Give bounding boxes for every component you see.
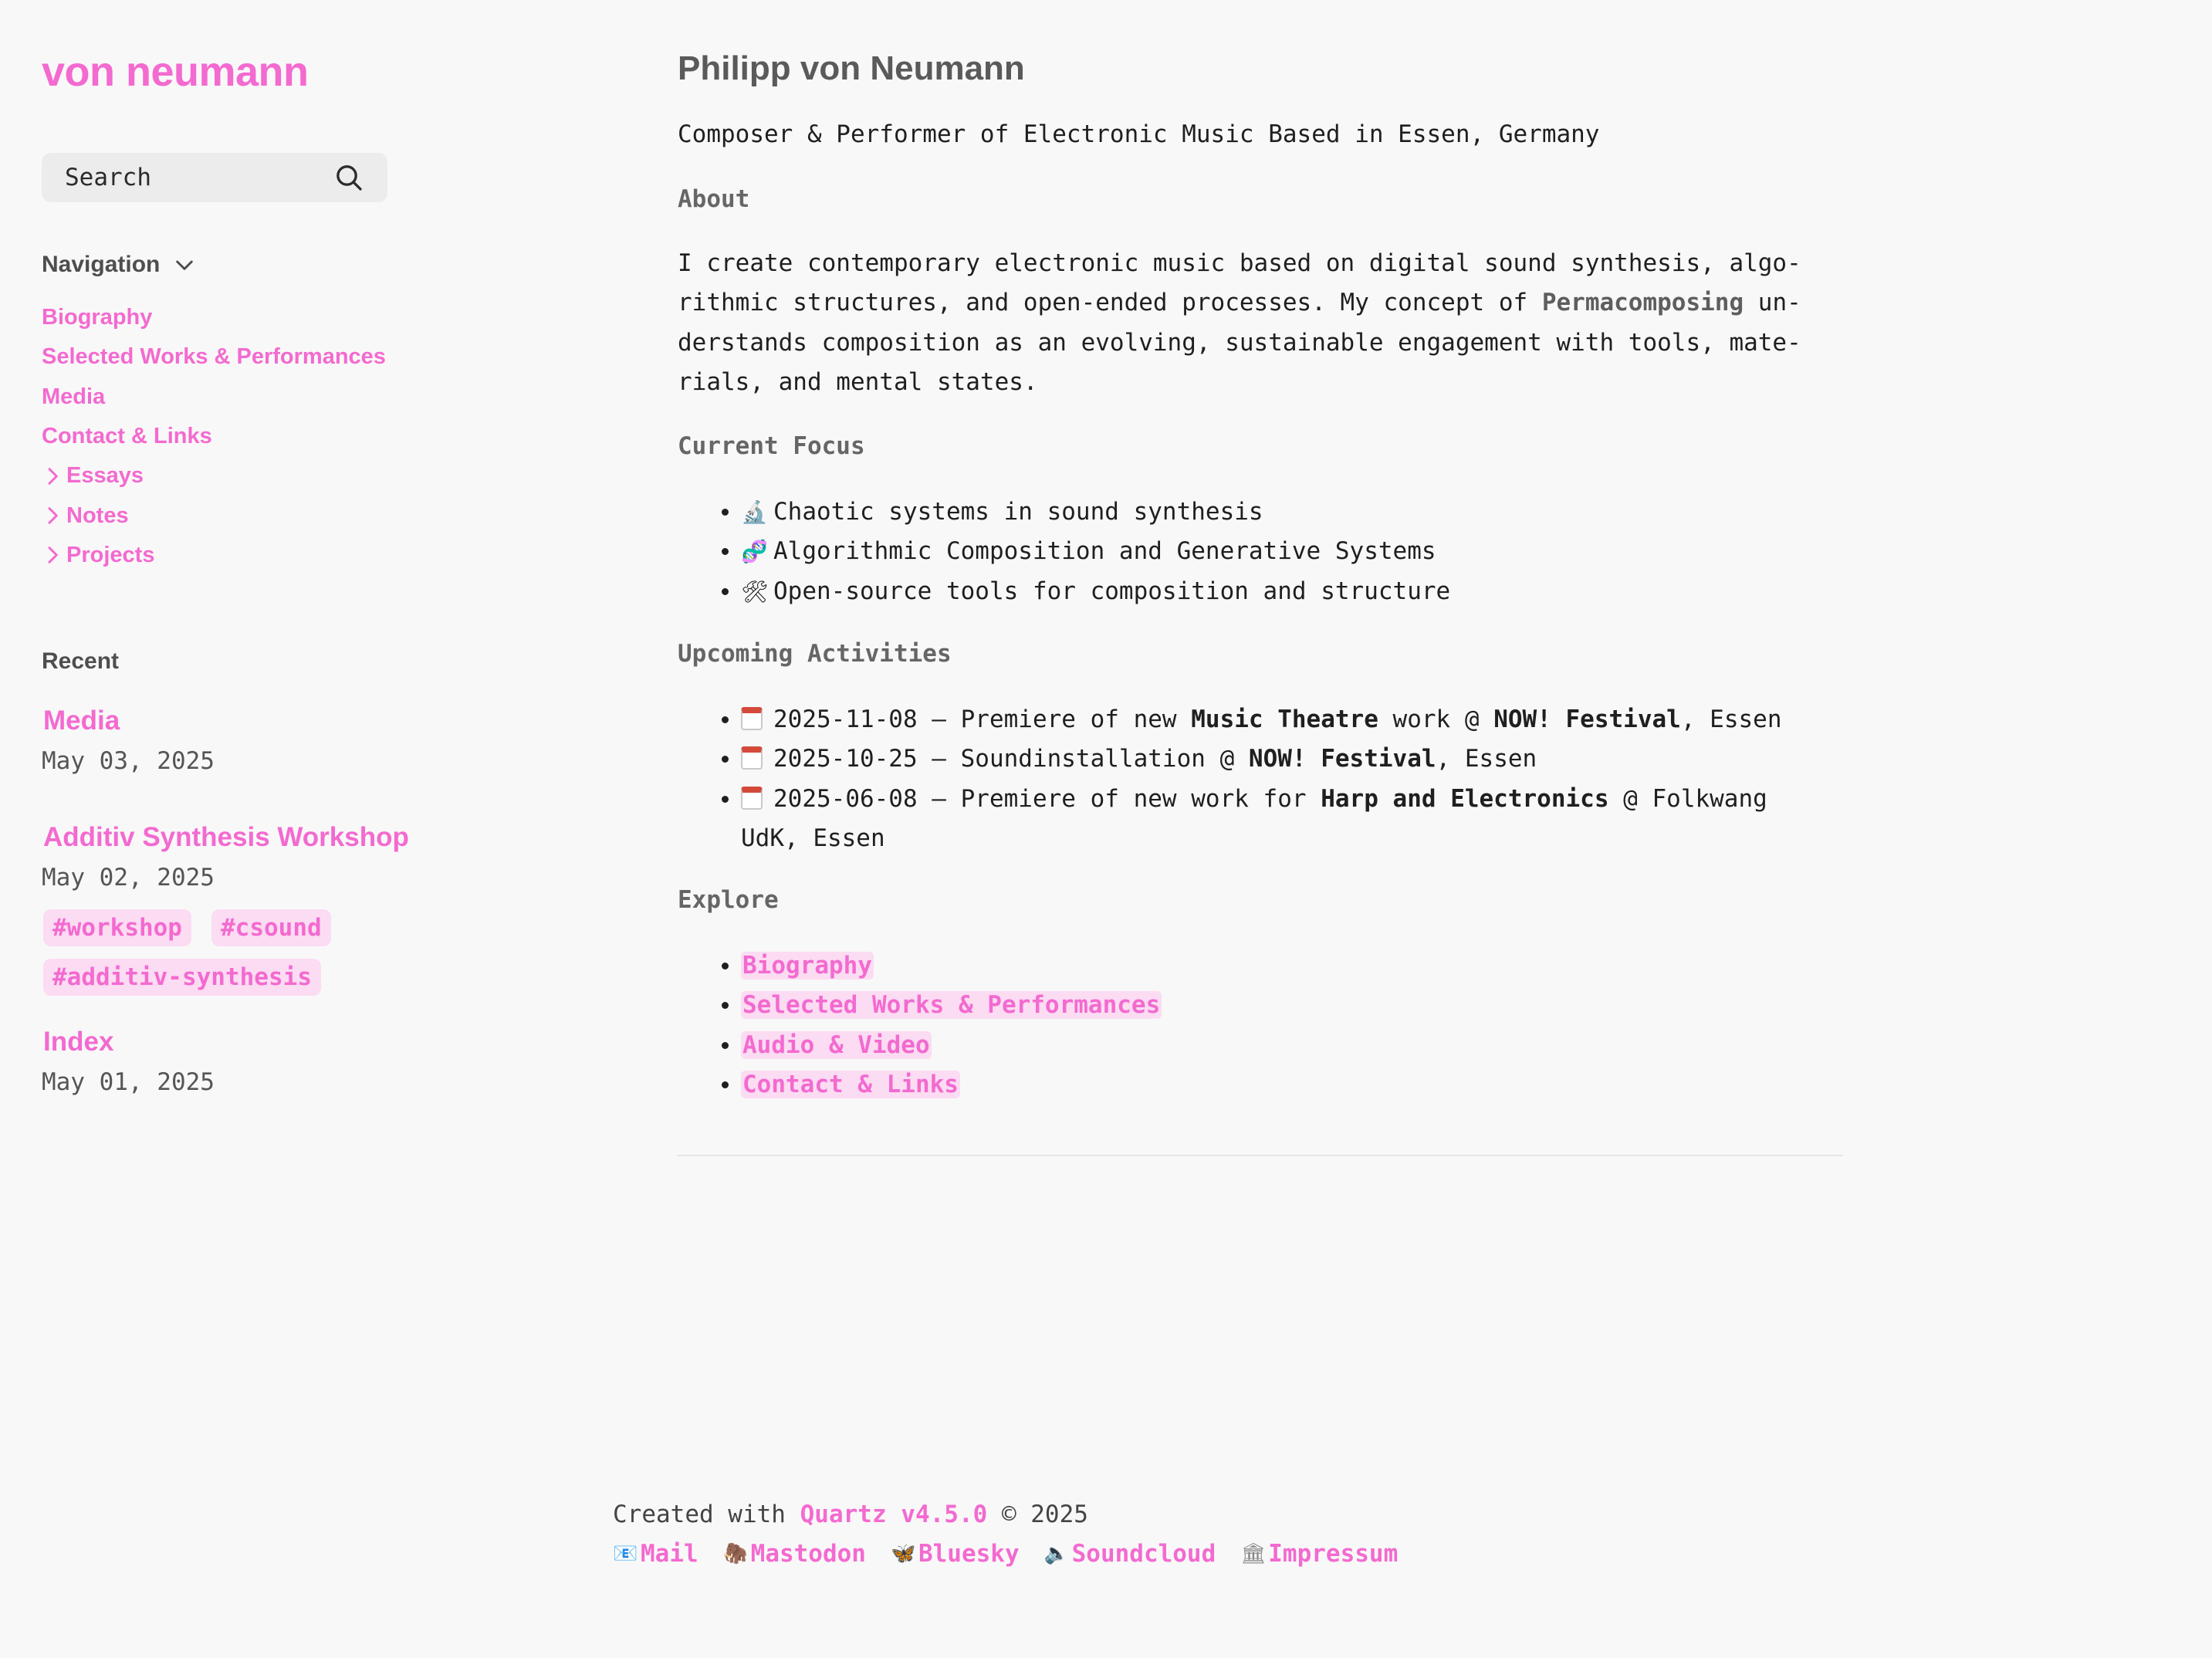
nav-folder-notes[interactable] xyxy=(42,496,386,535)
building-icon: 🏛 xyxy=(1240,1541,1267,1565)
about-text: un- xyxy=(1744,289,1801,317)
navigation-toggle[interactable] xyxy=(42,252,197,278)
nav-item-label: Notes xyxy=(66,502,129,528)
upcoming-list xyxy=(715,700,1852,858)
tag-additiv-synthesis[interactable]: #additiv-synthesis xyxy=(43,959,321,996)
footer xyxy=(613,1494,1398,1574)
list-item xyxy=(741,986,1852,1025)
upcoming-heading: Upcoming Activities xyxy=(678,640,952,668)
mail-icon: 📧 xyxy=(613,1541,638,1565)
site-title[interactable]: von neumann xyxy=(42,49,309,95)
event-text: 2025-11-08 – Premiere of new xyxy=(773,705,1192,733)
nav-item-label: Essays xyxy=(66,463,144,489)
about-heading: About xyxy=(678,185,750,213)
page-subtitle: Composer & Performer of Electronic Music Based in Essen, Germany xyxy=(678,120,1600,148)
focus-list xyxy=(715,492,1852,611)
search-icon xyxy=(333,162,364,193)
footer-link-impressum[interactable]: Impressum xyxy=(1268,1539,1399,1568)
footer-link-mastodon[interactable]: Mastodon xyxy=(750,1539,866,1568)
nav-item-label: Contact & Links xyxy=(42,424,212,449)
dna-icon: 🧬 xyxy=(741,539,768,565)
mastodon-icon: 🦣 xyxy=(722,1541,749,1565)
nav-folder-projects[interactable] xyxy=(42,536,386,575)
focus-text: Open-source tools for composition and structure xyxy=(773,577,1451,605)
nav-item-media[interactable] xyxy=(42,377,386,417)
explore-link-selected-works[interactable]: Selected Works & Performances xyxy=(742,991,1161,1020)
chevron-right-icon[interactable] xyxy=(40,503,65,528)
about-text: I create contemporary electronic music based on digital sound synthesis, algo- xyxy=(678,249,1801,277)
recent-item-date: May 02, 2025 xyxy=(42,864,215,892)
list-item xyxy=(741,1026,1852,1065)
event-text: work @ xyxy=(1378,705,1494,733)
tools-icon: 🛠 xyxy=(741,578,769,604)
nav-item-contact[interactable] xyxy=(42,417,386,456)
nav-item-label: Projects xyxy=(66,542,155,567)
butterfly-icon: 🦋 xyxy=(890,1541,916,1565)
event-highlight: NOW! Festival xyxy=(1248,745,1436,773)
nav-item-selected-works[interactable] xyxy=(42,337,386,377)
recent-item xyxy=(43,822,409,892)
focus-heading: Current Focus xyxy=(678,432,865,460)
about-text: rithmic structures, and open-ended processes. My concept of xyxy=(678,289,1542,317)
explore-link-audio-video[interactable]: Audio & Video xyxy=(742,1030,930,1059)
recent-item xyxy=(43,705,215,775)
focus-text: Chaotic systems in sound synthesis xyxy=(773,498,1263,526)
calendar-icon xyxy=(741,707,763,730)
page-title: Philipp von Neumann xyxy=(678,49,1025,87)
event-text: , Essen xyxy=(1436,745,1537,773)
list-item xyxy=(741,572,1852,611)
chevron-right-icon[interactable] xyxy=(40,464,65,489)
footer-links xyxy=(613,1534,1398,1573)
explore-link-biography[interactable]: Biography xyxy=(742,952,872,980)
nav-list xyxy=(42,298,386,575)
explore-heading: Explore xyxy=(678,886,779,914)
recent-item-title[interactable]: Media xyxy=(43,705,120,736)
calendar-icon xyxy=(741,787,763,810)
event-text: UdK, Essen xyxy=(741,824,885,852)
about-text: derstands composition as an evolving, sustainable engagement with tools, mate- xyxy=(678,328,1801,357)
footer-credits xyxy=(613,1494,1398,1534)
microscope-icon: 🔬 xyxy=(741,499,768,525)
event-text: , Essen xyxy=(1680,705,1782,733)
explore-list xyxy=(715,946,1852,1105)
divider xyxy=(678,1155,1843,1156)
recent-item-title[interactable]: Additiv Synthesis Workshop xyxy=(43,822,409,852)
footer-link-soundcloud[interactable]: Soundcloud xyxy=(1071,1539,1216,1568)
event-text: 2025-10-25 – Soundinstallation @ xyxy=(773,745,1249,773)
list-item xyxy=(741,492,1852,532)
focus-text: Algorithmic Composition and Generative Systems xyxy=(773,537,1436,566)
event-highlight: Music Theatre xyxy=(1191,705,1378,733)
nav-folder-essays[interactable] xyxy=(42,456,386,496)
list-item xyxy=(741,532,1852,571)
explore-link-contact[interactable]: Contact & Links xyxy=(742,1070,959,1098)
list-item xyxy=(741,700,1852,739)
calendar-icon xyxy=(741,746,763,770)
event-text: 2025-06-08 – Premiere of new work for xyxy=(773,784,1321,813)
recent-item-date: May 03, 2025 xyxy=(42,747,215,775)
recent-header: Recent xyxy=(42,648,120,674)
quartz-link[interactable]: Quartz v4.5.0 xyxy=(800,1500,988,1528)
event-text: @ Folkwang xyxy=(1608,784,1767,813)
list-item xyxy=(741,1065,1852,1105)
recent-item-date: May 01, 2025 xyxy=(42,1068,215,1096)
nav-item-label: Selected Works & Performances xyxy=(42,344,386,370)
list-item xyxy=(741,739,1852,779)
nav-item-label: Biography xyxy=(42,305,153,330)
tag-csound[interactable]: #csound xyxy=(211,909,331,946)
nav-item-biography[interactable] xyxy=(42,298,386,337)
speaker-icon: 🔈 xyxy=(1043,1541,1069,1565)
search-label: Search xyxy=(65,164,151,191)
recent-item-title[interactable]: Index xyxy=(43,1027,114,1057)
about-paragraph xyxy=(678,244,1835,402)
footer-text: Created with xyxy=(613,1500,800,1528)
event-highlight: NOW! Festival xyxy=(1493,705,1681,733)
list-item xyxy=(741,780,1852,859)
event-highlight: Harp and Electronics xyxy=(1321,784,1609,813)
tag-workshop[interactable]: #workshop xyxy=(43,909,191,946)
about-term: Permacomposing xyxy=(1541,289,1744,317)
chevron-down-icon xyxy=(172,252,197,277)
footer-link-bluesky[interactable]: Bluesky xyxy=(918,1539,1020,1568)
nav-item-label: Media xyxy=(42,384,106,409)
navigation-header: Navigation xyxy=(42,252,161,277)
search-bar[interactable] xyxy=(42,153,387,202)
list-item xyxy=(741,946,1852,986)
footer-link-mail[interactable]: Mail xyxy=(641,1539,698,1568)
footer-copyright: © 2025 xyxy=(987,1500,1088,1528)
recent-item xyxy=(43,1027,215,1096)
about-text: rials, and mental states. xyxy=(678,367,1038,396)
chevron-right-icon[interactable] xyxy=(40,543,65,567)
